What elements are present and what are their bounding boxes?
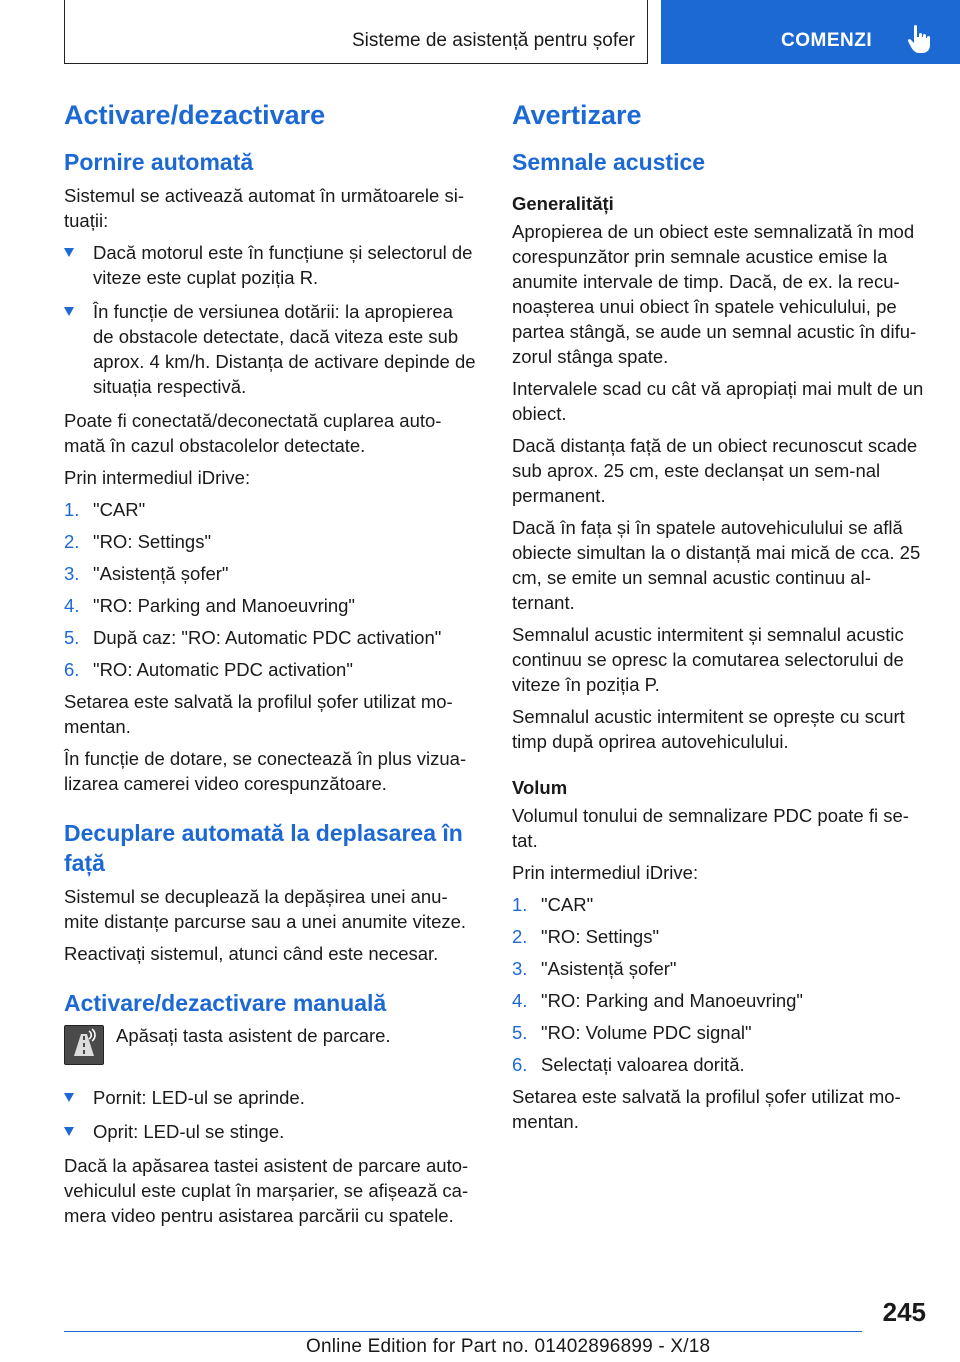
paragraph-general-3: Dacă distanța față de un obiect recunoscut scade sub aprox. 25 cm, este declanșat un sem-nal permanent. (512, 434, 918, 506)
paragraph-reverse: Dacă la apăsarea tastei asistent de parcare auto-vehiculul este cuplat în marșarier, se afișează ca-mera video pentru asistarea parcării cu spatele. (64, 1155, 469, 1227)
paragraph-can-connect: Poate fi conectată/deconectată cuplarea auto-mată în cazul obstacolelor detectate. (64, 409, 442, 456)
parking-assist-button-icon (64, 1025, 104, 1065)
list-item: 2. "RO: Settings" (512, 925, 660, 947)
list-item: 2. "RO: Settings" (64, 530, 212, 552)
list-item: Pornit: LED-ul se aprinde. (64, 1085, 478, 1110)
bullet-list-conditions (64, 240, 478, 399)
heading-warning: Avertizare (512, 100, 642, 130)
heading-decouple: Decuplare automată la deplasarea în față (64, 819, 463, 877)
edition-note: Online Edition for Part no. 01402896899 - X/18 (306, 1336, 711, 1357)
list-item: Oprit: LED-ul se stinge. (64, 1119, 478, 1144)
list-item: 6. Selectați valoarea dorită. (512, 1053, 745, 1075)
paragraph-press-button: Apăsați tasta asistent de parcare. (116, 1025, 391, 1047)
list-item: 4. "RO: Parking and Manoeuvring" (512, 989, 803, 1011)
paragraph-camera: În funcție de dotare, se conectează în plus vizua-lizarea camerei video corespunzătoare. (64, 747, 467, 794)
paragraph-idrive: Prin intermediul iDrive: (64, 466, 251, 488)
paragraph-general-1: Apropierea de un obiect este semnalizată în mod corespunzător prin semnale acustice emise la anumite intervale de timp. Dacă, de ex. la recu-noașterea unui obiect în spatele vehiculului, pe partea stângă, se aude un semnal acustic în difu-zorul stânga spate. (512, 220, 917, 367)
steps-list-volume (512, 892, 926, 1077)
steps-list-activation (64, 497, 478, 682)
heading-acoustic-signals: Semnale acustice (512, 149, 706, 176)
list-item: 5. După caz: "RO: Automatic PDC activation" (64, 626, 442, 648)
paragraph-general-6: Semnalul acustic intermitent se oprește cu scurt timp după oprirea autovehiculului. (512, 705, 905, 752)
paragraph-volume: Volumul tonului de semnalizare PDC poate fi se-tat. (512, 804, 909, 851)
hand-pointer-icon (907, 24, 933, 54)
paragraph-general-2: Intervalele scad cu cât vă apropiați mai mult de un obiect. (512, 377, 924, 424)
tab-comenzi[interactable] (661, 0, 960, 64)
paragraph-general-4: Dacă în fața și în spatele autovehiculului se află obiecte simultan la o distanță mai mică de cca. 25 cm, se emite un semnal acustic continuu al-ternant. (512, 516, 921, 613)
left-column (64, 98, 478, 1235)
parking-button-row (64, 1023, 478, 1071)
heading-general: Generalități (512, 192, 614, 214)
right-column (512, 98, 926, 1141)
triangle-bullet-icon (64, 1093, 74, 1102)
paragraph-reactivate: Reactivați sistemul, atunci când este necesar. (64, 942, 439, 964)
triangle-bullet-icon (64, 248, 74, 257)
section-title: Sisteme de asistență pentru șofer (351, 30, 635, 51)
heading-automatic-start: Pornire automată (64, 149, 254, 176)
triangle-bullet-icon (64, 307, 74, 316)
list-item: 1. "CAR" (512, 893, 594, 915)
list-item: 1. "CAR" (64, 498, 146, 520)
paragraph-saved-right: Setarea este salvată la profilul șofer utilizat mo-mentan. (512, 1085, 901, 1132)
triangle-bullet-icon (64, 1127, 74, 1136)
page-number: 245 (882, 1297, 926, 1327)
list-item: 3. "Asistență șofer" (512, 957, 677, 979)
list-item: 3. "Asistență șofer" (64, 562, 229, 584)
header-section-box (64, 0, 648, 64)
paragraph-idrive-right: Prin intermediul iDrive: (512, 861, 699, 883)
list-item: 6. "RO: Automatic PDC activation" (64, 658, 353, 680)
heading-manual: Activare/dezactivare manuală (64, 989, 387, 1016)
heading-activation: Activare/dezactivare (64, 100, 326, 130)
paragraph-saved: Setarea este salvată la profilul șofer utilizat mo-mentan. (64, 690, 453, 737)
paragraph-general-5: Semnalul acustic intermitent și semnalul acustic continuu se opresc la comutarea selectorului de viteze în poziția P. (512, 623, 904, 695)
bullet-list-led (64, 1085, 478, 1144)
list-item: Dacă motorul este în funcțiune și selectorul de viteze este cuplat poziția R. (64, 240, 478, 290)
heading-volume: Volum (512, 776, 568, 798)
list-item: 4. "RO: Parking and Manoeuvring" (64, 594, 355, 616)
paragraph-decouple: Sistemul se decuplează la depășirea unei anu-mite distanțe parcurse sau a unei anumite viteze. (64, 885, 467, 932)
list-item: În funcție de versiunea dotării: la apropierea de obstacole detectate, dacă viteza este sub aprox. 4 km/h. Distanța de activare depinde de situația respectivă. (64, 299, 478, 399)
list-item: 5. "RO: Volume PDC signal" (512, 1021, 752, 1043)
tab-comenzi-label: COMENZI (781, 30, 873, 51)
footer-divider (64, 1331, 862, 1332)
paragraph-intro: Sistemul se activează automat în următoarele si-tuații: (64, 184, 464, 231)
